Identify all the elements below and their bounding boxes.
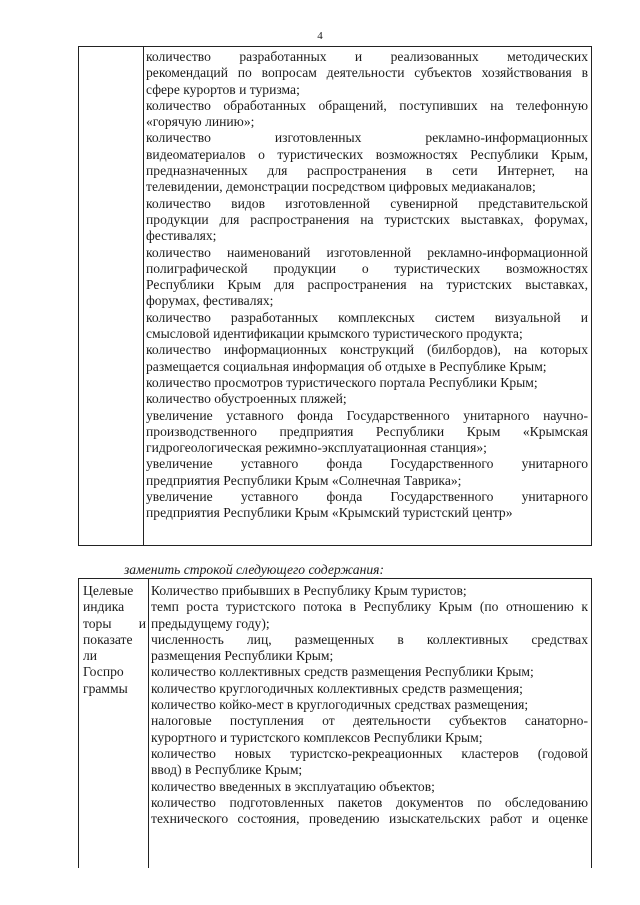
text-line: количество подготовленных пакетов документов по обследованию: [151, 794, 588, 810]
label-line: торы и: [83, 615, 146, 631]
label-line: Целевые: [83, 583, 134, 598]
text-line: сфере курортов и туризма;: [146, 81, 300, 97]
text-line: телевидении, демонстрации посредством цифровых медиаканалов;: [146, 179, 536, 195]
text-line: количество видов изготовленной сувенирной представительской: [146, 195, 588, 211]
text-line: количество новых туристско-рекреационных кластеров (годовой: [151, 745, 588, 761]
text-line: увеличение уставного фонда Государственного унитарного: [146, 456, 588, 472]
text-line: производственного предприятия Республики Крым «Крымская: [146, 423, 588, 439]
text-line: видеоматериалов о туристических возможностях Республики Крым,: [146, 146, 588, 162]
text-line: количество разработанных комплексных систем визуальной и: [146, 309, 588, 325]
indicators-text-old: [146, 49, 588, 522]
label-line: Госпро: [83, 664, 124, 680]
text-line: форумах, фестивалях;: [146, 293, 274, 309]
text-line: технического состояния, проведению изыскательских работ и оценке: [151, 811, 588, 827]
row-label: [83, 583, 146, 697]
text-line: количество информационных конструкций (билбордов), на которых: [146, 342, 588, 358]
text-line: налоговые поступления от деятельности субъектов санаторно-: [151, 713, 588, 729]
text-line: предыдущему году);: [151, 615, 270, 631]
text-line: численность лиц, размещенных в коллективных средствах: [151, 631, 588, 647]
text-line: количество обустроенных пляжей;: [146, 391, 347, 407]
indicators-table-new: [78, 578, 592, 868]
text-line: «горячую линию»;: [146, 114, 255, 130]
text-line: рекомендаций по вопросам деятельности субъектов хозяйствования в: [146, 65, 588, 81]
text-line: Республики Крым для распространения на туристских выставках,: [146, 277, 588, 293]
label-line: граммы: [83, 680, 128, 696]
label-line: показате: [83, 631, 133, 647]
text-line: гидрогеологическая режимно-эксплуатационная станция»;: [146, 440, 487, 456]
text-line: увеличение уставного фонда Государственного унитарного научно-: [146, 407, 588, 423]
text-line: курортного и туристского комплексов Республики Крым;: [151, 729, 483, 745]
column-divider: [148, 579, 149, 868]
label-line: ли: [83, 648, 98, 664]
text-line: размещается социальная информация об отдыхе в Республике Крым;: [146, 358, 547, 374]
label-line: индика: [83, 599, 125, 615]
text-line: количество коллективных средств размещения Республики Крым;: [151, 664, 534, 680]
text-line: смысловой идентификации крымского туристического продукта;: [146, 326, 523, 342]
text-line: предназначенных для распространения в сети Интернет, на: [146, 163, 588, 179]
text-line: количество круглогодичных коллективных средств размещения;: [151, 680, 523, 696]
text-line: количество просмотров туристического портала Республики Крым;: [146, 374, 538, 390]
text-line: предприятия Республики Крым «Крымский туристский центр»: [146, 505, 513, 521]
page-number: 4: [317, 30, 323, 42]
text-line: количество введенных в эксплуатацию объектов;: [151, 778, 435, 794]
text-line: Количество прибывших в Республику Крым туристов;: [151, 583, 467, 598]
text-line: ввод) в Республике Крым;: [151, 762, 303, 778]
text-line: полиграфической продукции о туристических возможностях: [146, 260, 588, 276]
text-line: темп роста туристского потока в Республику Крым (по отношению к: [151, 599, 588, 615]
text-line: количество койко-мест в круглогодичных средствах размещения;: [151, 697, 529, 713]
indicators-text-new: [151, 583, 588, 827]
text-line: предприятия Республики Крым «Солнечная Таврика»;: [146, 472, 462, 488]
column-divider: [143, 47, 144, 545]
text-line: увеличение уставного фонда Государственного унитарного: [146, 489, 588, 505]
text-line: продукции для распространения на туристских выставках, форумах,: [146, 211, 588, 227]
text-line: количество обработанных обращений, поступивших на телефонную: [146, 97, 588, 113]
text-line: количество разработанных и реализованных методических: [146, 49, 588, 64]
text-line: количество наименований изготовленной рекламно-информационной: [146, 244, 588, 260]
text-line: размещения Республики Крым;: [151, 648, 334, 664]
text-line: количество изготовленных рекламно-информационных: [146, 130, 588, 146]
text-line: фестивалях;: [146, 228, 217, 244]
replace-note: заменить строкой следующего содержания:: [124, 562, 384, 577]
indicators-table-old: [78, 46, 592, 546]
